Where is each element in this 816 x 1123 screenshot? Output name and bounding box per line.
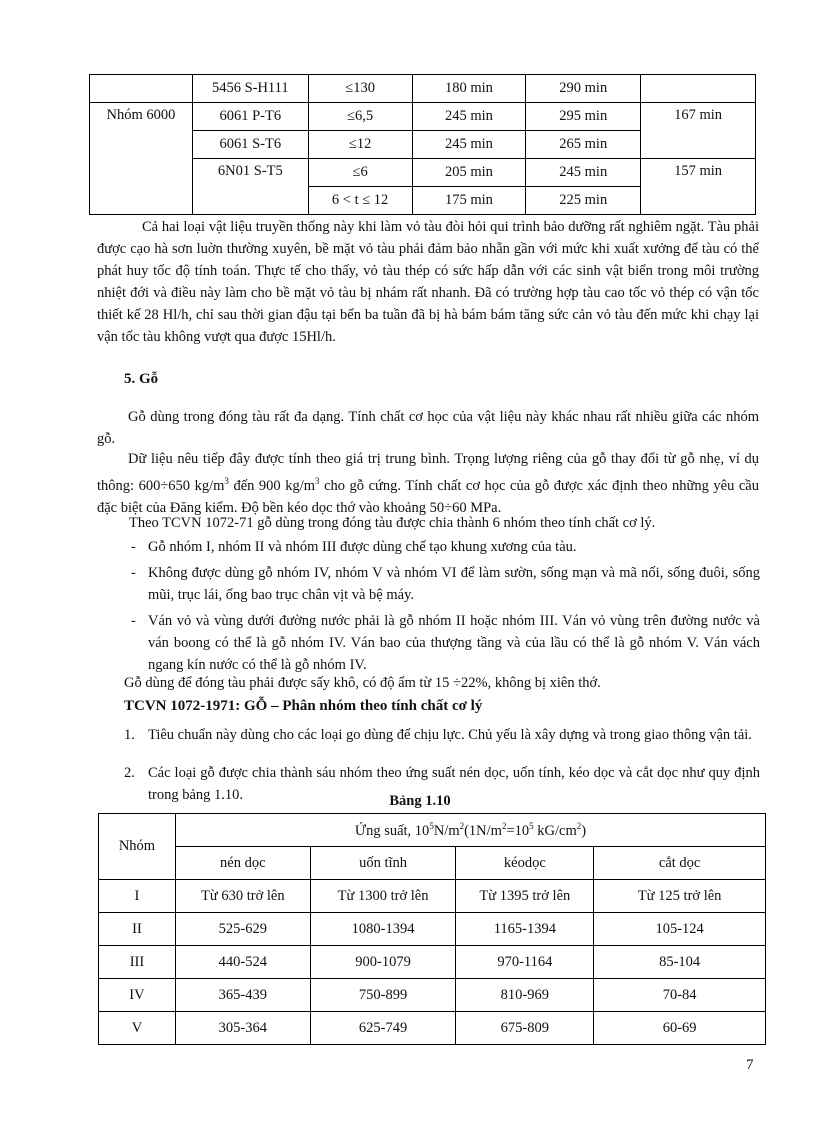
table-cell: 225 min (526, 187, 641, 215)
header-cell: cắt dọc (594, 847, 766, 880)
table-row (99, 946, 766, 979)
table-cell (641, 75, 756, 103)
table-row (99, 1012, 766, 1045)
list-item: - Không được dùng gỗ nhóm IV, nhóm V và nhóm VI để làm sườn, sống mạn và mã nối, sống đuôi, sống mũi, trục lái, ống bao trục chân vịt và bệ máy. (131, 565, 760, 603)
table-cell: 1080-1394 (310, 913, 456, 946)
table-row (99, 979, 766, 1012)
header-group: Nhóm (99, 814, 176, 880)
table-cell: 157 min (641, 159, 756, 215)
table-cell: 365-439 (175, 979, 310, 1012)
table-cell: ≤12 (308, 131, 412, 159)
table-cell: 675-809 (456, 1012, 594, 1045)
table-cell: 810-969 (456, 979, 594, 1012)
table-cell: V (99, 1012, 176, 1045)
table-cell: Từ 1300 trở lên (310, 880, 456, 913)
section-heading-wood: 5. Gỗ (124, 371, 159, 387)
table-cell: Từ 1395 trở lên (456, 880, 594, 913)
table-cell: 245 min (412, 103, 526, 131)
table-cell: 105-124 (594, 913, 766, 946)
table-cell: ≤6,5 (308, 103, 412, 131)
table-cell: 750-899 (310, 979, 456, 1012)
table-cell: 180 min (412, 75, 526, 103)
table-cell: 900-1079 (310, 946, 456, 979)
table-cell: 295 min (526, 103, 641, 131)
table-cell: ≤130 (308, 75, 412, 103)
table-cell (90, 75, 193, 103)
table-row (90, 75, 756, 103)
table-cell: 265 min (526, 131, 641, 159)
list-item: - Ván vỏ và vùng dưới đường nước phải là gỗ nhóm II hoặc nhóm III. Ván vỏ vùng trên đường nước và ván boong có thể là gỗ nhóm IV. Ván bao của thượng tầng và của lầu có thể là gỗ nhóm V. Ván vách ngang kín nước có thể là gỗ nhóm IV. (131, 613, 760, 673)
list-item: 2. Các loại gỗ được chia thành sáu nhóm theo ứng suất nén dọc, uốn tính, kéo dọc và cắt dọc như quy định trong bảng 1.10. (124, 765, 760, 803)
table-cell: 205 min (412, 159, 526, 187)
table-cell: 60-69 (594, 1012, 766, 1045)
header-cell: kéodọc (456, 847, 594, 880)
paragraph-drying: Gỗ dùng để đóng tàu phải được sấy khô, có độ ẩm từ 15 ÷22%, không bị xiên thớ. (124, 675, 601, 691)
header-stress: Ứng suất, $10^5N/m^2(1N/m^2=10^5$ $kG/cm^2$) (175, 814, 765, 847)
table-cell: 1165-1394 (456, 913, 594, 946)
table-cell: 6 < t ≤ 12 (308, 187, 412, 215)
table-cell: 245 min (412, 131, 526, 159)
table-row (90, 103, 756, 131)
page-number: 7 (746, 1057, 754, 1073)
table-cell: III (99, 946, 176, 979)
table-cell: 440-524 (175, 946, 310, 979)
table-cell: 5456 S-H111 (192, 75, 308, 103)
table-cell: 290 min (526, 75, 641, 103)
table-cell-group: Nhóm 6000 (90, 103, 193, 215)
table-cell: 70-84 (594, 979, 766, 1012)
table-cell: Từ 125 trở lên (594, 880, 766, 913)
table-header-row (99, 847, 766, 880)
table-cell: 525-629 (175, 913, 310, 946)
standard-heading: TCVN 1072-1971: GỖ – Phân nhóm theo tính chất cơ lý (124, 698, 483, 714)
header-cell: nén dọc (175, 847, 310, 880)
table-cell: IV (99, 979, 176, 1012)
table-caption: Bảng 1.10 (389, 793, 451, 809)
table-cell: 6061 S-T6 (192, 131, 308, 159)
table-cell: 305-364 (175, 1012, 310, 1045)
table-cell: 970-1164 (456, 946, 594, 979)
table-cell: 167 min (641, 103, 756, 159)
table-header-row (99, 814, 766, 847)
table-row (99, 913, 766, 946)
table-cell: 175 min (412, 187, 526, 215)
table-cell: 625-749 (310, 1012, 456, 1045)
paragraph-wood-intro: Gỗ dùng trong đóng tàu rất đa dạng. Tính chất cơ học của vật liệu này khác nhau rất nhiều giữa các nhóm gỗ. (97, 409, 759, 447)
table-row (99, 880, 766, 913)
wood-strength-table (98, 813, 766, 1045)
table-cell: 6061 P-T6 (192, 103, 308, 131)
paragraph-wood-density: Dữ liệu nêu tiếp đây được tính theo giá trị trung bình. Trọng lượng riêng của gỗ thay đổi từ gỗ nhẹ, ví dụ thông: 600÷650 $kg/m^3$ đến 900 $kg/m^3$ cho gỗ cứng. Tính chất cơ học của gỗ được xác định theo những yêu cầu đặc biệt của Đăng kiểm. Độ bền kéo dọc thớ vào khoảng 50÷60 MPa. (97, 451, 759, 516)
list-item: 1. Tiêu chuẩn này dùng cho các loại go dùng để chịu lực. Chủ yếu là xây dựng và trong giao thông vận tải. (124, 727, 752, 743)
table-cell: ≤6 (308, 159, 412, 187)
list-item: - Gỗ nhóm I, nhóm II và nhóm III được dùng chế tạo khung xương của tàu. (131, 539, 577, 555)
header-cell: uốn tĩnh (310, 847, 456, 880)
table-cell: II (99, 913, 176, 946)
table-cell: I (99, 880, 176, 913)
table-cell: 6N01 S-T5 (192, 159, 308, 215)
table-cell: Từ 630 trở lên (175, 880, 310, 913)
alloy-table (89, 74, 756, 215)
table-cell: 85-104 (594, 946, 766, 979)
paragraph-hull-maintenance: Cả hai loại vật liệu truyền thống này khi làm vỏ tàu đòi hỏi qui trình bảo dưỡng rất nghiêm ngặt. Tàu phải được cạo hà sơn luờn thường xuyên, bề mặt vỏ tàu phải đảm bảo nhẵn gần với mức khi xuất xưởng để tàu có thể phát huy tốc độ tính toán. Thực tế cho thấy, vỏ tàu thép có sức hấp dẫn với các sinh vật biển trong môi trường nhiệt đới và điều này làm cho bề mặt vỏ tàu bị nhám rất nhanh. Đã có trường hợp tàu cao tốc vỏ thép có vận tốc thiết kế 28 Hl/h, chỉ sau thời gian đậu tại bến ba tuần đã bị hà bám bám tăng sức cản vỏ tàu đến mức khi chạy lại vận tốc tàu không vượt qua được 15Hl/h. (97, 219, 759, 345)
table-cell: 245 min (526, 159, 641, 187)
paragraph-tcvn: Theo TCVN 1072-71 gỗ dùng trong đóng tàu được chia thành 6 nhóm theo tính chất cơ lý. (129, 515, 656, 531)
